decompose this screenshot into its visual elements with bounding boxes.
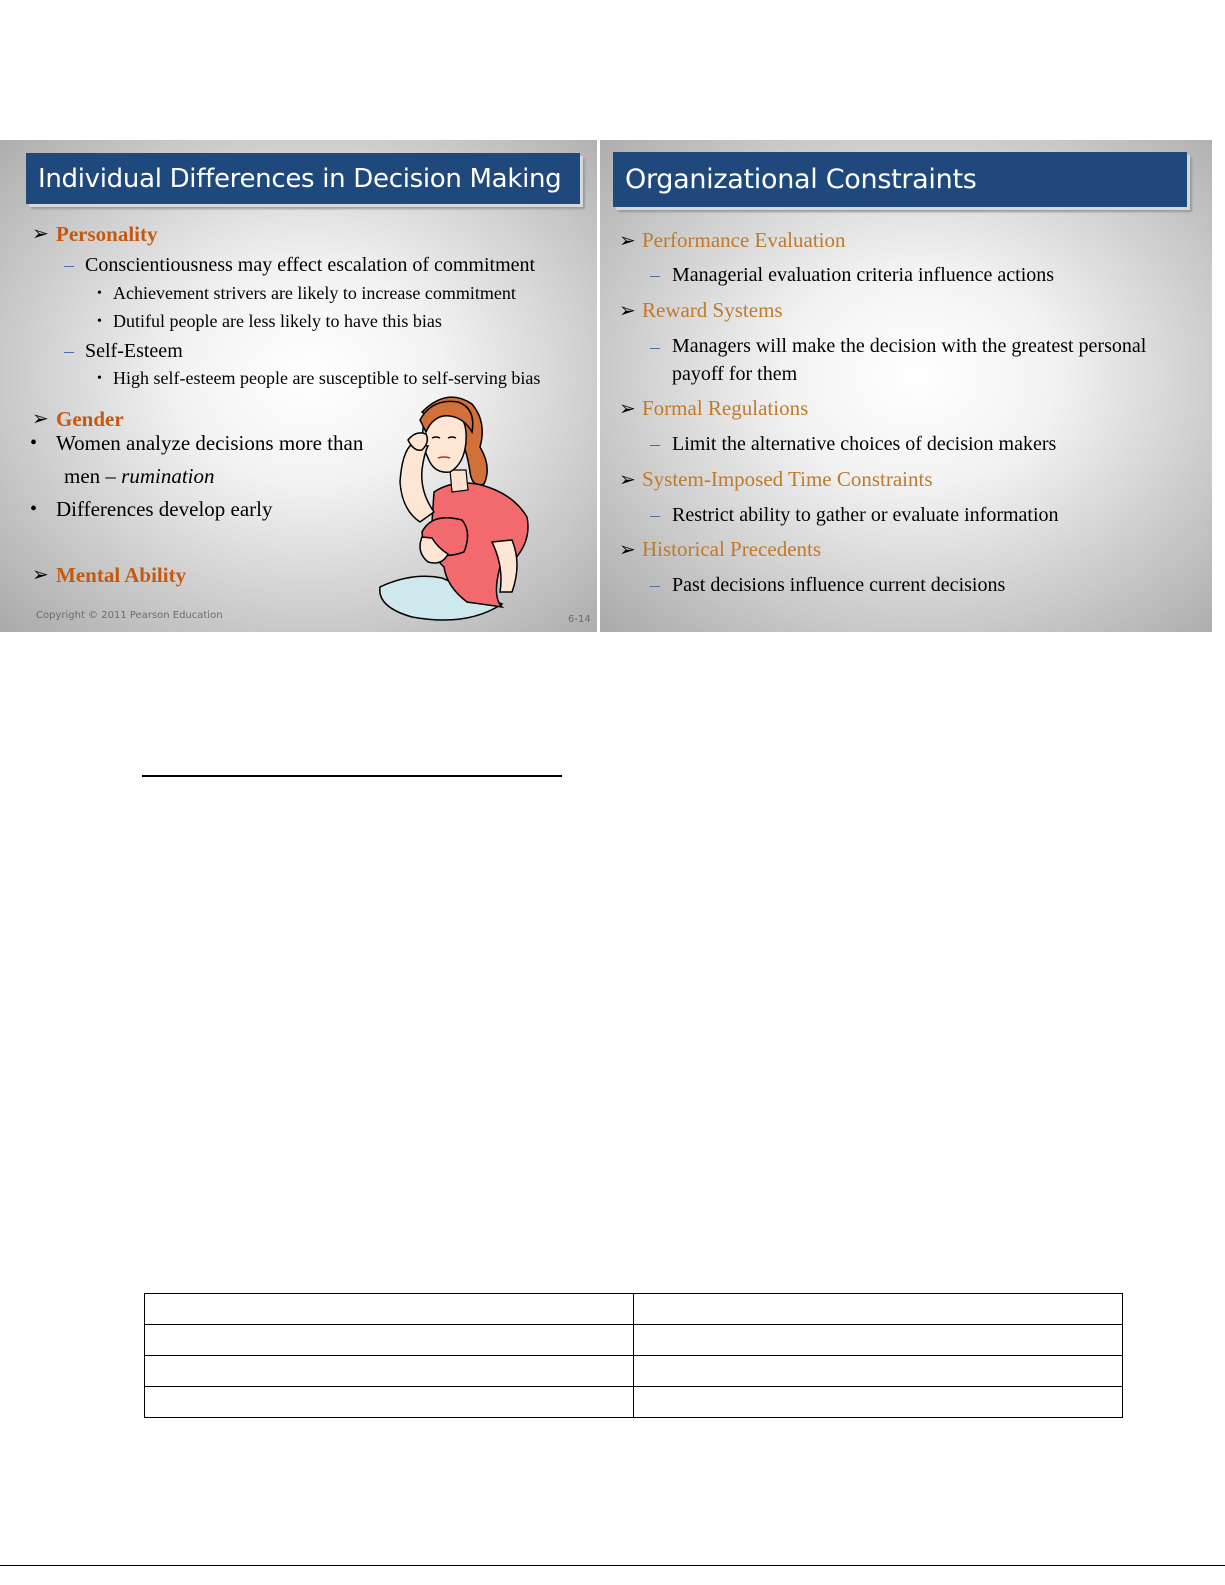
table-cell (634, 1387, 1123, 1418)
dash-bullet-icon: – (650, 336, 660, 358)
heading-time-constraints: System-Imposed Time Constraints (642, 467, 933, 491)
slide-individual-differences (0, 140, 597, 632)
table-row (145, 1387, 1123, 1418)
item-past-decisions: Past decisions influence current decisions (672, 574, 1006, 596)
table-row (145, 1325, 1123, 1356)
heading-reward-systems: Reward Systems (642, 298, 783, 322)
arrow-bullet-icon: ➢ (619, 469, 636, 491)
heading-historical-precedents: Historical Precedents (642, 537, 822, 561)
dot-bullet-icon: • (97, 371, 102, 386)
footer-page-number: 6-14 (568, 614, 591, 625)
slide-organizational-constraints (600, 140, 1212, 632)
dash-bullet-icon: – (650, 264, 660, 286)
item-women-line1: Women analyze decisions more than (56, 431, 364, 455)
heading-gender: Gender (56, 407, 124, 431)
arrow-bullet-icon: ➢ (619, 300, 636, 322)
page-bottom-rule (0, 1565, 1225, 1566)
arrow-bullet-icon: ➢ (32, 408, 49, 430)
table-cell (145, 1294, 634, 1325)
dash-bullet-icon: – (650, 504, 660, 526)
item-women-line2 (64, 464, 215, 489)
table-cell (634, 1325, 1123, 1356)
dot-bullet-icon: • (30, 432, 38, 454)
dot-bullet-icon: • (97, 286, 102, 301)
dash-bullet-icon: – (64, 340, 74, 362)
table-cell (145, 1387, 634, 1418)
dot-bullet-icon: • (97, 314, 102, 329)
dash-bullet-icon: – (64, 254, 74, 276)
heading-formal-regulations: Formal Regulations (642, 396, 809, 420)
arrow-bullet-icon: ➢ (619, 398, 636, 420)
table-cell (145, 1325, 634, 1356)
item-self-esteem: Self-Esteem (85, 340, 183, 362)
dash-bullet-icon: – (650, 574, 660, 596)
arrow-bullet-icon: ➢ (32, 223, 49, 245)
item-restrict-ability: Restrict ability to gather or evaluate information (672, 504, 1059, 526)
item-differences: Differences develop early (56, 497, 273, 521)
table-cell (634, 1294, 1123, 1325)
dash-bullet-icon: – (650, 433, 660, 455)
item-rumination: rumination (121, 464, 215, 488)
table-cell (634, 1356, 1123, 1387)
dot-bullet-icon: • (30, 498, 38, 520)
heading-performance-evaluation: Performance Evaluation (642, 228, 846, 252)
thinking-woman-illustration (372, 392, 542, 627)
heading-personality: Personality (56, 222, 158, 246)
slide-title: Organizational Constraints (613, 152, 1187, 207)
item-achievement: Achievement strivers are likely to increase commitment (113, 283, 516, 303)
arrow-bullet-icon: ➢ (619, 230, 636, 252)
arrow-bullet-icon: ➢ (32, 564, 49, 586)
item-dutiful: Dutiful people are less likely to have this bias (113, 311, 442, 331)
item-limit-choices: Limit the alternative choices of decision makers (672, 433, 1057, 455)
item-managerial-criteria: Managerial evaluation criteria influence actions (672, 264, 1055, 286)
item-high-self-esteem: High self-esteem people are susceptible to self-serving bias (113, 368, 541, 388)
underline-rule (142, 775, 562, 777)
empty-table (144, 1293, 1123, 1418)
table-row (145, 1356, 1123, 1387)
table-cell (145, 1356, 634, 1387)
item-managers-line2: payoff for them (672, 363, 798, 385)
slide-title: Individual Differences in Decision Making (26, 153, 580, 204)
item-managers-line1: Managers will make the decision with the greatest personal (672, 335, 1147, 357)
item-women-prefix: men – (64, 464, 122, 488)
table-row (145, 1294, 1123, 1325)
item-conscientiousness: Conscientiousness may effect escalation of commitment (85, 254, 536, 276)
heading-mental-ability: Mental Ability (56, 563, 187, 587)
arrow-bullet-icon: ➢ (619, 539, 636, 561)
footer-copyright: Copyright © 2011 Pearson Education (36, 610, 223, 621)
